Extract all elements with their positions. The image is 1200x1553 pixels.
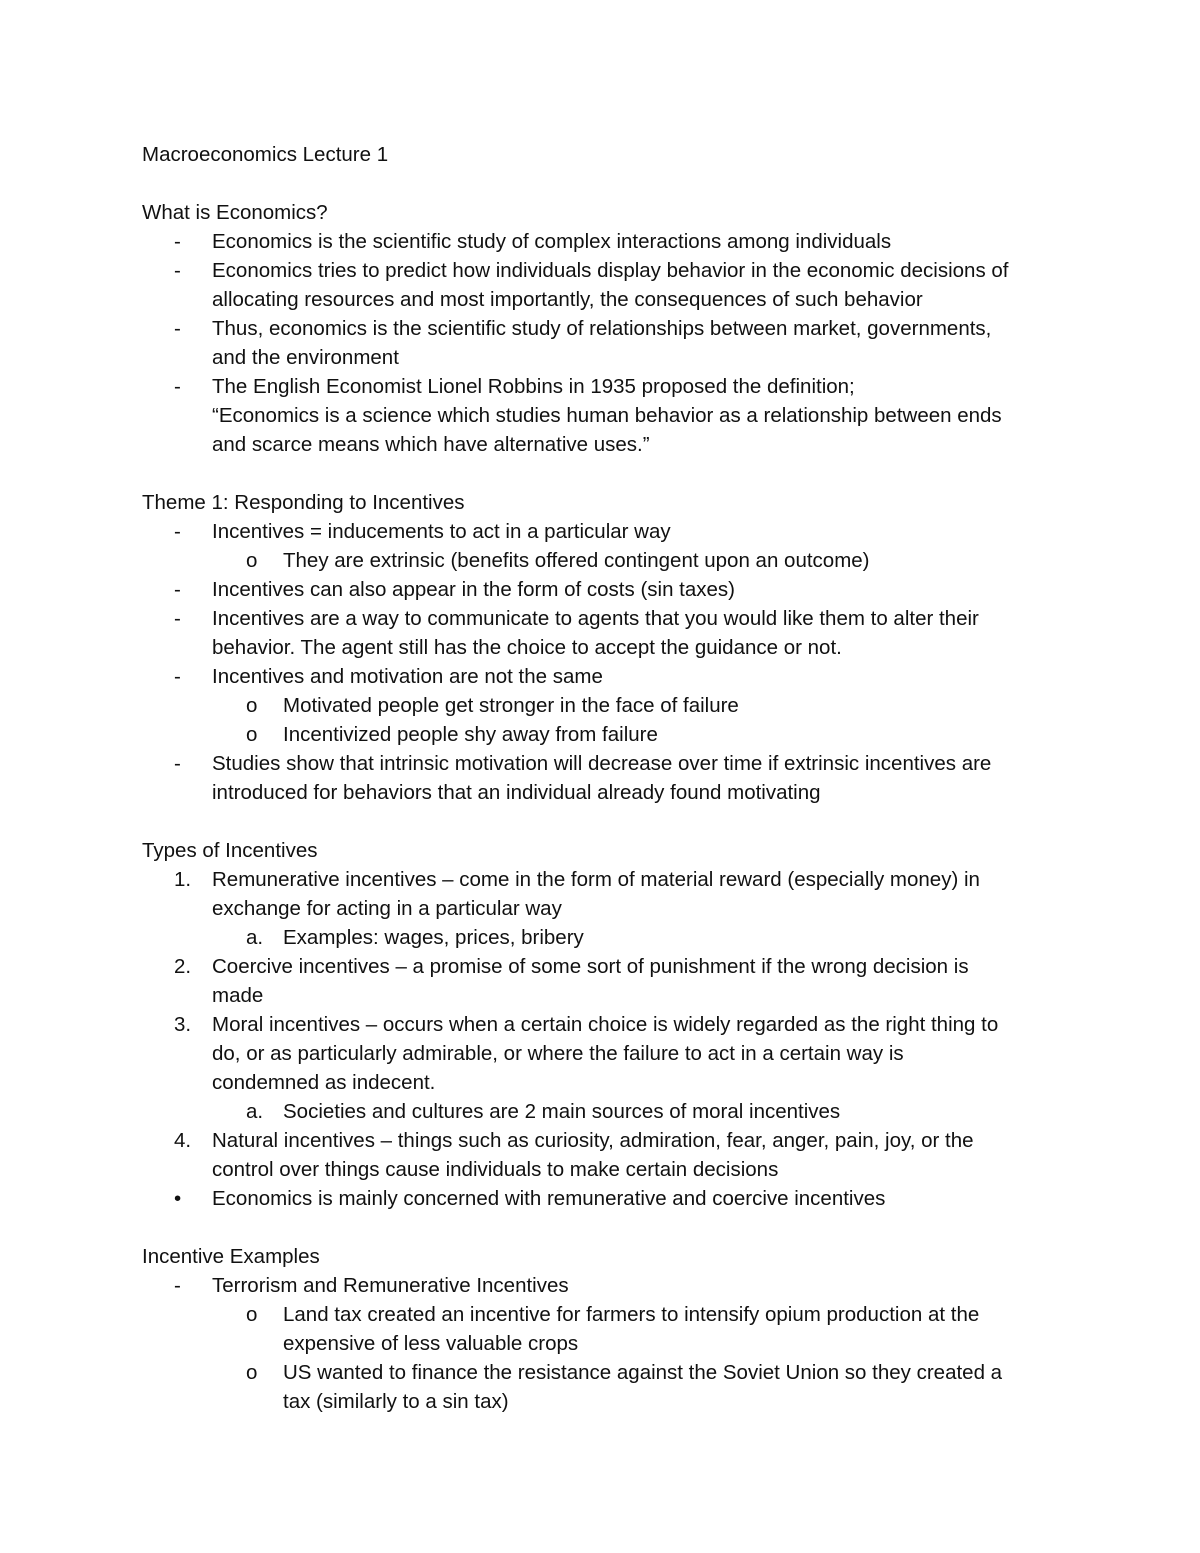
list-item-text: Examples: wages, prices, bribery <box>283 926 584 949</box>
sub-list-item <box>142 1300 1072 1358</box>
list-item <box>142 517 1072 546</box>
list-item-text: Societies and cultures are 2 main sources of moral incentives <box>283 1100 841 1123</box>
list-marker: - <box>174 752 181 775</box>
list-item <box>142 256 1072 314</box>
sub-list-item <box>142 720 1072 749</box>
list-item <box>142 314 1072 372</box>
list-item-text: and scarce means which have alternative uses.” <box>212 433 650 456</box>
list-marker: 2. <box>174 955 192 978</box>
list-marker: a. <box>246 926 264 949</box>
list-item-text: introduced for behaviors that an individual already found motivating <box>212 781 821 804</box>
document-title: Macroeconomics Lecture 1 <box>142 143 389 166</box>
list-marker: o <box>246 1303 258 1326</box>
list-item <box>142 1126 1072 1184</box>
list-item-text: Incentives and motivation are not the same <box>212 665 603 688</box>
section <box>142 1242 1072 1416</box>
list-item <box>142 575 1072 604</box>
list-item-text: exchange for acting in a particular way <box>212 897 562 920</box>
list-item-text: made <box>212 984 264 1007</box>
list-item-text: Terrorism and Remunerative Incentives <box>212 1274 569 1297</box>
list-marker: - <box>174 230 181 253</box>
list-item-text: behavior. The agent still has the choice to accept the guidance or not. <box>212 636 842 659</box>
list-item-text: Motivated people get stronger in the face of failure <box>283 694 739 717</box>
list-marker: o <box>246 1361 258 1384</box>
list-marker: o <box>246 723 258 746</box>
document-page <box>142 140 1072 1445</box>
list-item-text: They are extrinsic (benefits offered contingent upon an outcome) <box>283 549 870 572</box>
list-marker: - <box>174 375 181 398</box>
list-item-text: and the environment <box>212 346 399 369</box>
list-marker: - <box>174 259 181 282</box>
list-marker: - <box>174 607 181 630</box>
section <box>142 836 1072 1213</box>
list-item-text: expensive of less valuable crops <box>283 1332 579 1355</box>
list-item-text: Coercive incentives – a promise of some sort of punishment if the wrong decision is <box>212 955 969 978</box>
list-item <box>142 1271 1072 1300</box>
list-item <box>142 952 1072 1010</box>
list-marker: 4. <box>174 1129 192 1152</box>
list-item-text: “Economics is a science which studies human behavior as a relationship between ends <box>212 404 1002 427</box>
list-marker: a. <box>246 1100 264 1123</box>
list-item <box>142 227 1072 256</box>
list-marker: - <box>174 317 181 340</box>
list-item <box>142 749 1072 807</box>
list-item-text: Economics is mainly concerned with remunerative and coercive incentives <box>212 1187 886 1210</box>
list-item-text: Economics tries to predict how individuals display behavior in the economic decisions of <box>212 259 1009 282</box>
list-item-text: Studies show that intrinsic motivation will decrease over time if extrinsic incentives are <box>212 752 992 775</box>
list-item-text: US wanted to finance the resistance against the Soviet Union so they created a <box>283 1361 1003 1384</box>
list-item <box>142 1010 1072 1097</box>
sub-list-item <box>142 1358 1072 1416</box>
list-item <box>142 372 1072 459</box>
section-heading: Incentive Examples <box>142 1245 320 1268</box>
list-marker: • <box>174 1187 182 1210</box>
sub-list-item <box>142 923 1072 952</box>
list-marker: - <box>174 520 181 543</box>
list-marker: - <box>174 578 181 601</box>
sub-list-item <box>142 546 1072 575</box>
list-item-text: allocating resources and most importantly, the consequences of such behavior <box>212 288 923 311</box>
list-item <box>142 865 1072 923</box>
list-item <box>142 662 1072 691</box>
list-item <box>142 604 1072 662</box>
list-marker: - <box>174 665 181 688</box>
section-heading: Theme 1: Responding to Incentives <box>142 491 465 514</box>
list-item-text: Land tax created an incentive for farmers to intensify opium production at the <box>283 1303 980 1326</box>
section-heading: Types of Incentives <box>142 839 318 862</box>
list-marker: 1. <box>174 868 192 891</box>
list-item-text: Remunerative incentives – come in the form of material reward (especially money) in <box>212 868 980 891</box>
document-body <box>142 198 1072 1416</box>
list-item-text: control over things cause individuals to make certain decisions <box>212 1158 779 1181</box>
list-item-text: Incentivized people shy away from failure <box>283 723 658 746</box>
section <box>142 488 1072 807</box>
list-item-text: Incentives can also appear in the form of costs (sin taxes) <box>212 578 736 601</box>
list-item-text: Moral incentives – occurs when a certain choice is widely regarded as the right thing to <box>212 1013 999 1036</box>
list-marker: o <box>246 694 258 717</box>
list-marker: 3. <box>174 1013 192 1036</box>
list-item-text: do, or as particularly admirable, or where the failure to act in a certain way is <box>212 1042 904 1065</box>
list-item-text: Economics is the scientific study of complex interactions among individuals <box>212 230 892 253</box>
section <box>142 198 1072 459</box>
sub-list-item <box>142 691 1072 720</box>
sub-list-item <box>142 1097 1072 1126</box>
list-item-text: Natural incentives – things such as curiosity, admiration, fear, anger, pain, joy, or the <box>212 1129 974 1152</box>
list-item-text: Incentives are a way to communicate to agents that you would like them to alter their <box>212 607 979 630</box>
list-item-text: Thus, economics is the scientific study of relationships between market, governments, <box>212 317 992 340</box>
list-item-text: Incentives = inducements to act in a particular way <box>212 520 671 543</box>
list-item-text: tax (similarly to a sin tax) <box>283 1390 509 1413</box>
list-item-text: The English Economist Lionel Robbins in 1935 proposed the definition; <box>212 375 855 398</box>
list-item <box>142 1184 1072 1213</box>
section-heading: What is Economics? <box>142 201 328 224</box>
list-item-text: condemned as indecent. <box>212 1071 436 1094</box>
list-marker: o <box>246 549 258 572</box>
list-marker: - <box>174 1274 181 1297</box>
